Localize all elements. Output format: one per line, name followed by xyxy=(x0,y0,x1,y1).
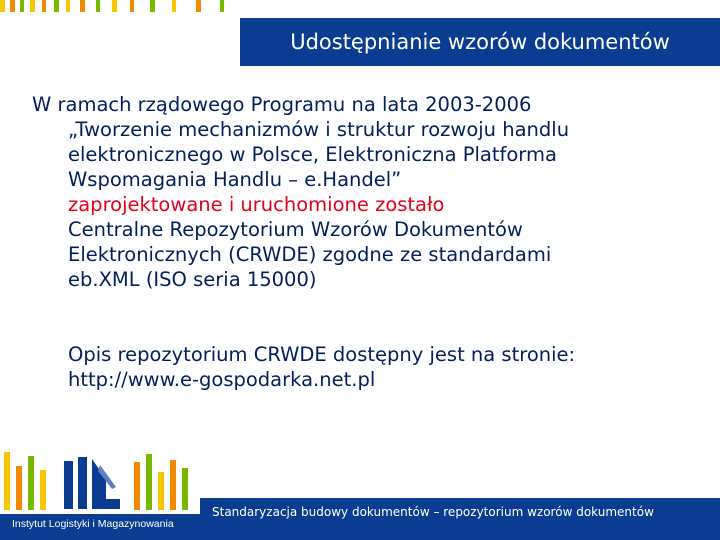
url-text: http://www.e-gospodarka.net.pl xyxy=(68,368,376,391)
body-line: Elektronicznych (CRWDE) zgodne ze standardami xyxy=(68,243,552,266)
body-line: „Tworzenie mechanizmów i struktur rozwoju handlu xyxy=(68,118,570,141)
body-line: Wspomagania Handlu – e.Handel” xyxy=(68,168,402,191)
footer-text: Standaryzacja budowy dokumentów – repozytorium wzorów dokumentów xyxy=(212,505,654,519)
ilim-logo-icon xyxy=(62,455,124,513)
body-line: elektronicznego w Polsce, Elektroniczna Platforma xyxy=(68,143,557,166)
institute-name: Instytut Logistyki i Magazynowania xyxy=(12,518,174,530)
body-line: Opis repozytorium CRWDE dostępny jest na stronie: xyxy=(68,343,576,366)
body-line: W ramach rządowego Programu na lata 2003-2006 xyxy=(32,93,532,116)
slide-title-bar xyxy=(240,18,720,66)
body-highlight: zaprojektowane i uruchomione zostało xyxy=(68,193,445,216)
body-line: eb.XML (ISO seria 15000) xyxy=(68,268,317,291)
slide-title: Udostępnianie wzorów dokumentów xyxy=(290,30,670,54)
slide-body xyxy=(32,92,692,392)
body-line: Centralne Repozytorium Wzorów Dokumentów xyxy=(68,218,523,241)
top-decorative-stripes xyxy=(0,0,240,12)
paragraph-gap xyxy=(32,292,692,342)
